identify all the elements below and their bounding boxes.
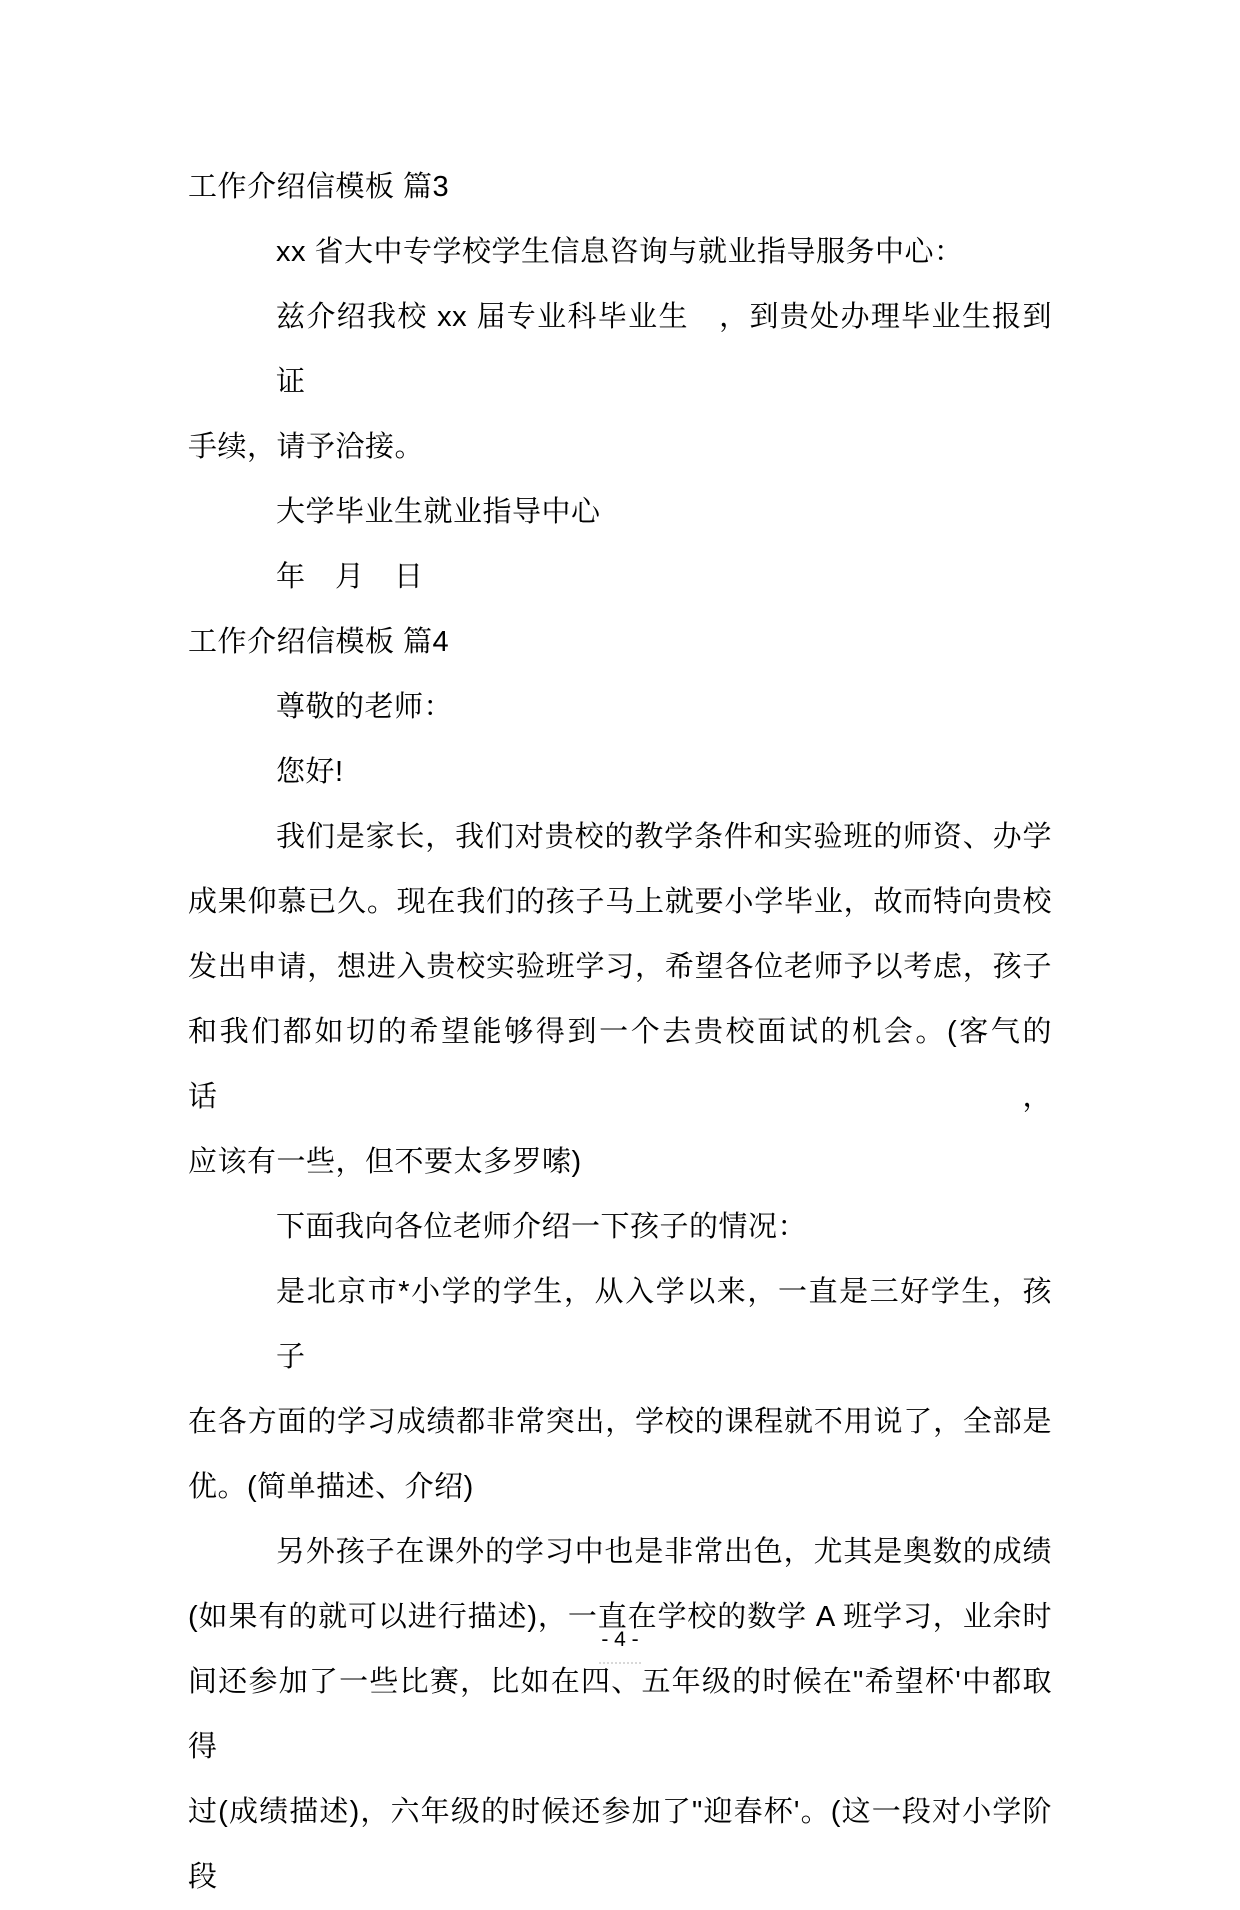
text-line: 另外孩子在课外的学习中也是非常出色，尤其是奥数的成绩 [276,1536,1052,1568]
section-heading: 工作介绍信模板 篇3 [188,171,450,203]
text-line: 我们是家长，我们对贵校的教学条件和实验班的师资、办学 [276,821,1052,853]
text-line: (如果有的就可以进行描述)，一直在学校的数学 A 班学习，业余时 [188,1601,1052,1633]
section-heading: 工作介绍信模板 篇4 [188,626,450,658]
text-line: 间还参加了一些比赛，比如在四、五年级的时候在"希望杯'中都取得 [188,1666,1052,1763]
text-line: 应该有一些，但不要太多罗嗦) [188,1146,582,1178]
text-line: 手续，请予洽接。 [188,431,425,463]
text-line: 兹介绍我校 xx 届专业科毕业生 ，到贵处办理毕业生报到证 [276,301,1052,398]
page-number: - 4 - [599,1618,640,1664]
text-line: 大学毕业生就业指导中心 [276,496,601,528]
text-line: xx 省大中专学校学生信息咨询与就业指导服务中心： [276,236,964,268]
page-footer [0,1618,1240,1664]
text-line: 尊敬的老师： [276,691,454,723]
text-line: 在各方面的学习成绩都非常突出，学校的课程就不用说了，全部是 [188,1406,1052,1438]
text-line: 优。(简单描述、介绍) [188,1471,474,1503]
text-line: 成果仰慕已久。现在我们的孩子马上就要小学毕业，故而特向贵校 [188,886,1052,918]
text-line: 您好! [276,756,344,788]
text-line: 下面我向各位老师介绍一下孩子的情况： [276,1211,808,1243]
text-line: 过(成绩描述)，六年级的时候还参加了"迎春杯'。(这一段对小学阶段 [188,1796,1052,1893]
text-line: 和我们都如切的希望能够得到一个去贵校面试的机会。(客气的话， [188,1016,1052,1113]
text-line: 年 月 日 [276,561,424,593]
text-line: 发出申请，想进入贵校实验班学习，希望各位老师予以考虑，孩子 [188,951,1052,983]
text-line: 是北京市*小学的学生，从入学以来，一直是三好学生，孩子 [276,1276,1052,1373]
